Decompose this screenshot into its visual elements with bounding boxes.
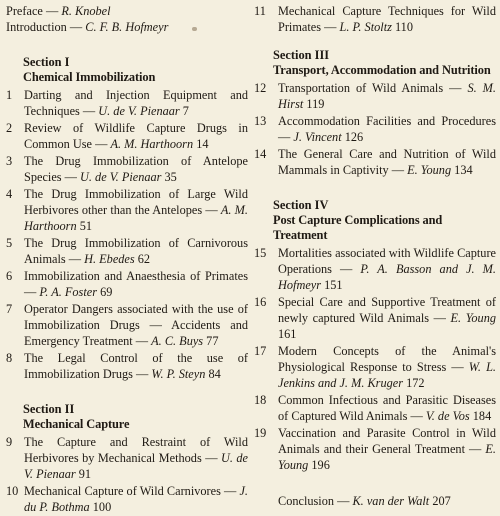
toc-entry: 5 The Drug Immobilization of Carnivorous Animals — H. Ebedes 62: [6, 236, 248, 266]
entry-number: 3: [6, 154, 13, 168]
section-entries: [6, 87, 248, 382]
section-number: Section IV: [273, 198, 329, 212]
toc-entry: 17 Modern Concepts of the Animal's Physiological Response to Stress — W. L. Jenkins and J. M. Kruger 172: [254, 344, 496, 390]
toc-entry: 4 The Drug Immobilization of Large Wild Herbivores other than the Antelopes — A. M. Harthoorn 51: [6, 187, 248, 233]
entry-author: H. Ebedes: [84, 252, 135, 266]
entry-author: A. C. Buys: [151, 334, 204, 348]
entry-author: V. de Vos: [425, 409, 470, 423]
entry-author: E. Young: [450, 311, 496, 325]
entry-author: E. Young: [407, 163, 452, 177]
entry-author: W. P. Steyn: [151, 367, 206, 381]
toc-entry: 10 Mechanical Capture of Wild Carnivores — J. du P. Bothma 100: [6, 484, 249, 514]
entry-page: 7: [182, 104, 189, 118]
toc-entry: 12 Transportation of Wild Animals — S. M. Hirst 119: [254, 81, 496, 111]
entry-page: 161: [278, 327, 297, 341]
toc-entry: 7 Operator Dangers associated with the use of Immobilization Drugs — Accidents and Emergency Treatment — A. C. Buys 77: [6, 302, 248, 348]
entry-author: U. de V. Pienaar: [24, 451, 248, 481]
entry-number: 18: [254, 393, 267, 407]
entry-title: The General Care and Nutrition of Wild Mammals in Captivity: [278, 147, 496, 177]
toc-entry: 13 Accommodation Facilities and Procedures — J. Vincent 126: [254, 114, 496, 144]
entry-title: Immobilization and Anaesthesia of Primates: [24, 269, 248, 283]
entry-title: Vaccination and Parasite Control in Wild Animals and their General Treatment: [278, 426, 496, 456]
entry-author: E. Young: [278, 442, 496, 472]
section-3: [256, 48, 496, 178]
entry-number: 13: [254, 114, 267, 128]
section-entries: [6, 434, 248, 515]
section-1: [6, 55, 248, 382]
entry-page: 172: [406, 376, 425, 390]
entry-number: 4: [6, 187, 13, 201]
entry-title: Review of Wildlife Capture Drugs in Common Use: [24, 121, 248, 151]
entry-title: Mechanical Capture Techniques for Wild Primates: [278, 4, 496, 34]
entry-author: J. du P. Bothma: [24, 484, 249, 514]
section-4: [256, 198, 496, 473]
preface-line: Preface — R. Knobel: [6, 4, 111, 18]
section-entries: [256, 245, 496, 473]
entry-number: 16: [254, 295, 267, 309]
toc-entry: 1 Darting and Injection Equipment and Techniques — U. de V. Pienaar 7: [6, 88, 248, 118]
toc-entry: 9 The Capture and Restraint of Wild Herbivores by Mechanical Methods — U. de V. Pienaar 91: [6, 435, 248, 481]
toc-entry: 19 Vaccination and Parasite Control in Wild Animals and their General Treatment — E. Young 196: [254, 426, 496, 472]
entry-title: The Drug Immobilization of Large Wild Herbivores other than the Antelopes: [24, 187, 248, 217]
toc-entry: 16 Special Care and Supportive Treatment of newly captured Wild Animals — E. Young 161: [254, 295, 496, 341]
toc-entry: 6 Immobilization and Anaesthesia of Primates — P. A. Foster 69: [6, 269, 248, 299]
entry-page: 14: [196, 137, 209, 151]
section-2: [6, 402, 248, 515]
entry-number: 5: [6, 236, 13, 250]
section-number: Section III: [273, 48, 330, 62]
continued-entries: [256, 3, 496, 35]
entry-number: 14: [254, 147, 267, 161]
toc-entry: 8 The Legal Control of the use of Immobilization Drugs — W. P. Steyn 84: [6, 351, 248, 381]
section-number: Section I: [23, 55, 70, 69]
entry-author: A. M. Harthoorn: [110, 137, 194, 151]
entry-number: 7: [6, 302, 13, 316]
entry-page: 100: [92, 500, 112, 514]
entry-title: Common Infectious and Parasitic Diseases of Captured Wild Animals: [278, 393, 496, 423]
entry-number: 11: [254, 4, 266, 18]
entry-page: 151: [324, 278, 343, 292]
left-column: [6, 0, 248, 516]
entry-number: 8: [6, 351, 13, 365]
section-title: Transport, Accommodation and Nutrition: [273, 63, 491, 77]
entry-number: 17: [254, 344, 267, 358]
entry-title: Mortalities associated with Wildlife Capture Operations: [278, 246, 496, 276]
entry-number: 9: [6, 435, 13, 449]
entry-author: P. A. Basson and J. M. Hofmeyr: [278, 262, 496, 292]
entry-title: The Drug Immobilization of Carnivorous Animals: [24, 236, 248, 266]
toc-entry: 18 Common Infectious and Parasitic Diseases of Captured Wild Animals — V. de Vos 184: [254, 393, 496, 423]
toc-entry: 11 Mechanical Capture Techniques for Wild Primates — L. P. Stoltz 110: [254, 4, 496, 34]
front-matter: [6, 3, 248, 35]
conclusion-line: Conclusion — K. van der Walt 207: [278, 494, 451, 508]
entry-number: 10: [6, 484, 19, 498]
entry-number: 1: [6, 88, 13, 102]
entry-title: Accommodation Facilities and Procedures: [278, 114, 496, 128]
entry-page: 84: [208, 367, 221, 381]
entry-title: Modern Concepts of the Animal's Physiological Response to Stress: [278, 344, 496, 374]
section-entries: [256, 80, 496, 178]
toc-entry: 2 Review of Wildlife Capture Drugs in Common Use — A. M. Harthoorn 14: [6, 121, 248, 151]
entry-page: 35: [164, 170, 177, 184]
toc-entry: 15 Mortalities associated with Wildlife Capture Operations — P. A. Basson and J. M. Hofmeyr 151: [254, 246, 496, 292]
entry-page: 62: [137, 252, 151, 266]
entry-number: 19: [254, 426, 267, 440]
entry-author: U. de V. Pienaar: [80, 170, 162, 184]
entry-page: 110: [394, 20, 413, 34]
section-title: Post Capture Complications and Treatment: [273, 213, 443, 242]
entry-author: J. Vincent: [293, 130, 342, 144]
entry-page: 119: [306, 97, 325, 111]
entry-title: Mechanical Capture of Wild Carnivores: [24, 484, 221, 498]
entry-author: L. P. Stoltz: [339, 20, 392, 34]
entry-title: Operator Dangers associated with the use of Immobilization Drugs — Accidents and Emergency Treatment: [24, 302, 248, 348]
entry-page: 184: [472, 409, 492, 423]
entry-title: The Legal Control of the use of Immobilization Drugs: [24, 351, 248, 381]
entry-title: Darting and Injection Equipment and Techniques: [24, 88, 248, 118]
section-number: Section II: [23, 402, 75, 416]
right-column: [256, 0, 496, 509]
entry-number: 15: [254, 246, 267, 260]
entry-number: 12: [254, 81, 267, 95]
entry-author: W. L. Jenkins and J. M. Kruger: [278, 360, 496, 390]
entry-page: 69: [100, 285, 113, 299]
entry-title: Special Care and Supportive Treatment of newly captured Wild Animals: [278, 295, 496, 325]
entry-page: 196: [311, 458, 330, 472]
toc-entry: 14 The General Care and Nutrition of Wild Mammals in Captivity — E. Young 134: [254, 147, 496, 177]
entry-page: 77: [206, 334, 219, 348]
entry-title: The Capture and Restraint of Wild Herbivores by Mechanical Methods: [24, 435, 248, 465]
entry-author: A. M. Harthoorn: [24, 203, 248, 233]
entry-title: The Drug Immobilization of Antelope Species: [24, 154, 248, 184]
entry-author: U. de V. Pienaar: [98, 104, 180, 118]
entry-page: 51: [79, 219, 92, 233]
introduction-line: Introduction — C. F. B. Hofmeyr: [6, 20, 169, 34]
entry-page: 134: [454, 163, 473, 177]
entry-number: 2: [6, 121, 13, 135]
entry-page: 126: [344, 130, 364, 144]
section-title: Chemical Immobilization: [23, 70, 156, 84]
entry-title: Transportation of Wild Animals: [278, 81, 444, 95]
toc-entry: 3 The Drug Immobilization of Antelope Species — U. de V. Pienaar 35: [6, 154, 248, 184]
entry-author: P. A. Foster: [39, 285, 97, 299]
section-title: Mechanical Capture: [23, 417, 130, 431]
entry-page: 91: [78, 467, 92, 481]
entry-number: 6: [6, 269, 13, 283]
entry-author: S. M. Hirst: [278, 81, 496, 111]
